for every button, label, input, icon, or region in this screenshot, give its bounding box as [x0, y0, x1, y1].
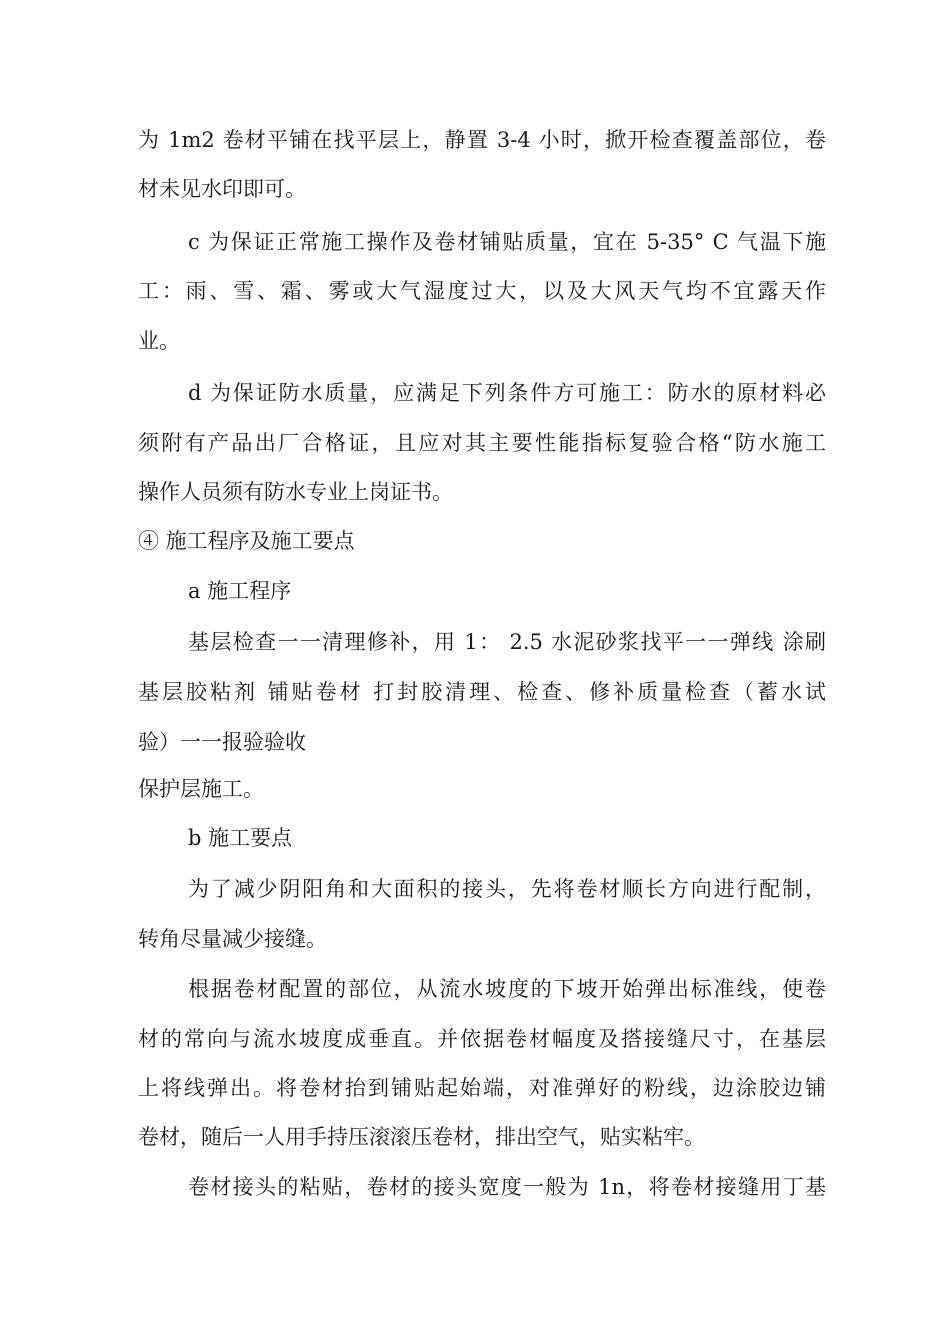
text-line: d 为保证防水质量，应满足下列条件方可施工：防水的原材料必 — [188, 381, 826, 405]
text-line: 基层检查一一清理修补，用 1： 2.5 水泥砂浆找平一一弹线 涂刷 — [188, 630, 826, 654]
text-line: 卷材接头的粘贴，卷材的接头宽度一般为 1n，将卷材接缝用丁基 — [188, 1175, 826, 1199]
subsection-heading: b 施工要点 — [188, 826, 293, 850]
text-line: 保护层施工。 — [138, 777, 264, 801]
text-line: 基层胶粘剂 铺贴卷材 打封胶清理、检查、修补质量检查（蓄水试 — [138, 680, 826, 704]
text-line: 为 1m2 卷材平铺在找平层上，静置 3-4 小时，掀开检查覆盖部位，卷 — [138, 128, 826, 152]
text-line: 工：雨、雪、霜、雾或大气湿度过大，以及大风天气均不宜露天作 — [138, 279, 826, 303]
text-line: 材未见水印即可。 — [138, 177, 306, 201]
text-line: 为了减少阴阳角和大面积的接头，先将卷材顺长方向进行配制， — [188, 877, 826, 901]
text-line: 须附有产品出厂合格证，且应对其主要性能指标复验合格“防水施工 — [138, 431, 826, 455]
text-line: 根据卷材配置的部位，从流水坡度的下坡开始弹出标准线，使卷 — [188, 977, 826, 1001]
text-line: 材的常向与流水坡度成垂直。并依据卷材幅度及搭接缝尺寸，在基层 — [138, 1027, 826, 1051]
text-line: 卷材，随后一人用手持压滚滚压卷材，排出空气，贴实粘牢。 — [138, 1125, 705, 1149]
subsection-heading: a 施工程序 — [188, 579, 292, 603]
text-line: 验）一一报验验收 — [138, 730, 306, 754]
text-line: 转角尽量减少接缝。 — [138, 927, 327, 951]
text-line: 操作人员须有防水专业上岗证书。 — [138, 480, 453, 504]
section-heading: ④ 施工程序及施工要点 — [138, 529, 355, 553]
text-line: c 为保证正常施工操作及卷材铺贴质量，宜在 5-35° C 气温下施 — [188, 230, 826, 254]
text-line: 上将线弹出。将卷材抬到铺贴起始端，对准弹好的粉线，边涂胶边铺 — [138, 1076, 826, 1100]
text-line: 业。 — [138, 329, 180, 353]
